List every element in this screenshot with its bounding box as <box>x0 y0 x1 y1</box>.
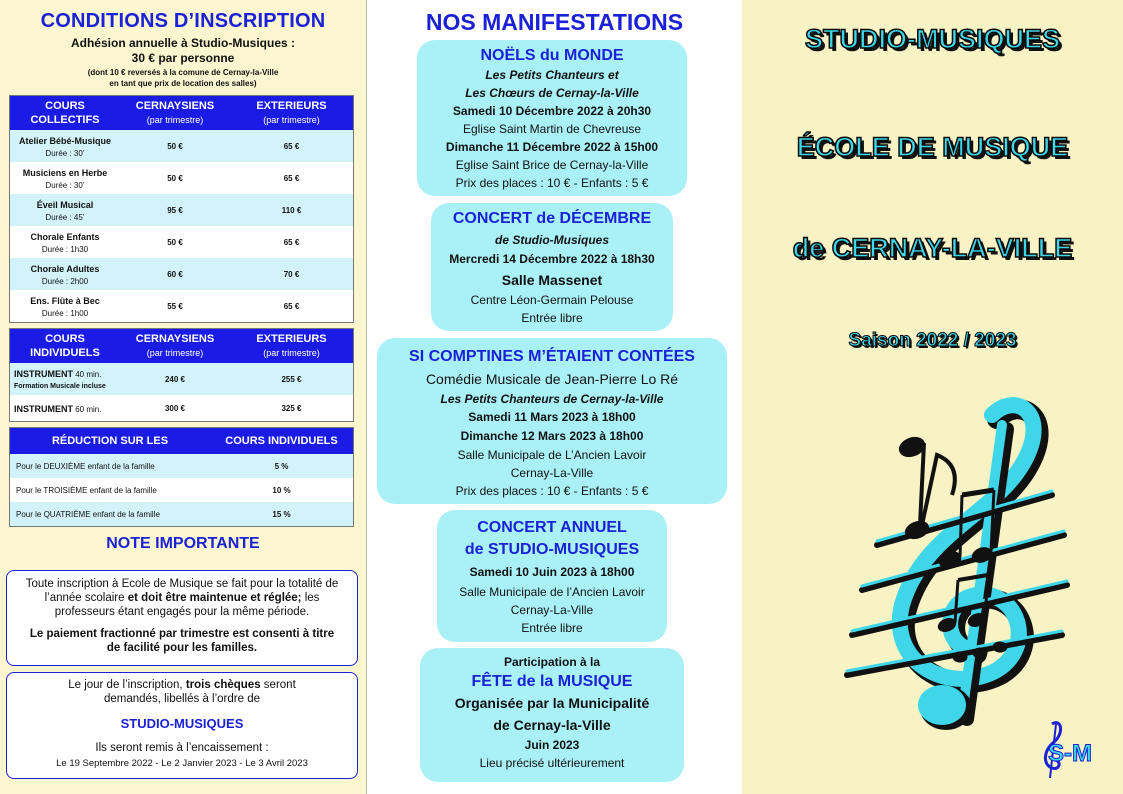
conditions-title: CONDITIONS D’INSCRIPTION <box>40 10 326 32</box>
event-title: FÊTE de la MUSIQUE <box>471 673 633 690</box>
events-title: NOS MANIFESTATIONS <box>425 9 684 35</box>
event-date: Samedi 10 Décembre 2022 à 20h30 <box>452 104 652 118</box>
event-line: de Cernay-la-Ville <box>493 717 611 733</box>
event-venue: Cernay-La-Ville <box>510 603 594 617</box>
cover-panel <box>742 0 1123 794</box>
col-header-cernaysiens: CERNAYSIENS (par trimestre) <box>120 96 230 130</box>
table-row: Pour le TROISIÈME enfant de la famille 10 % <box>10 478 353 502</box>
table-row: Chorale Enfants Durée : 1h30 50 € 65 € <box>10 226 353 258</box>
event-concert-annuel <box>437 510 667 642</box>
event-noels <box>417 40 687 196</box>
adhesion-price: 30 € par personne <box>131 51 235 65</box>
note-paragraph: Toute inscription à Ecole de Musique se fait pour la totalité de l’année scolaire et doit être maintenue et réglée; les professeurs étant engagés pour la même période. <box>25 578 339 618</box>
logo-text: S-M <box>1048 740 1092 767</box>
event-price: Prix des places : 10 € - Enfants : 5 € <box>455 484 649 498</box>
table-row: Pour le QUATRIÈME enfant de la famille 15 % <box>10 502 353 526</box>
event-line: Les Chœurs de Cernay-la-Ville <box>465 86 639 100</box>
ind-header-cernaysiens: CERNAYSIENS (par trimestre) <box>120 329 230 363</box>
conditions-panel <box>0 0 366 794</box>
event-line: de Studio-Musiques <box>495 233 609 247</box>
adhesion-line: Adhésion annuelle à Studio-Musiques : <box>70 36 295 50</box>
event-date: Dimanche 12 Mars 2023 à 18h00 <box>460 429 644 443</box>
cheques-text: Le jour de l’inscription, trois chèques seront demandés, libellés à l’ordre de <box>68 679 296 705</box>
event-date: Juin 2023 <box>524 738 580 752</box>
cheques-payee: STUDIO-MUSIQUES <box>120 716 244 731</box>
event-venue: Lieu précisé ultérieurement <box>479 756 625 770</box>
event-line: Participation à la <box>503 655 601 669</box>
event-line: Les Petits Chanteurs et <box>485 68 619 82</box>
collective-courses-table <box>9 95 354 323</box>
event-price: Prix des places : 10 € - Enfants : 5 € <box>455 176 649 190</box>
event-concert-decembre <box>431 203 673 331</box>
event-fete-musique <box>420 648 684 782</box>
event-line: Comédie Musicale de Jean-Pierre Lo Ré <box>425 371 679 387</box>
table-row: Éveil Musical Durée : 45’ 95 € 110 € <box>10 194 353 226</box>
individual-courses-table <box>9 328 354 422</box>
ind-header-courses: COURS INDIVIDUELS <box>10 329 120 363</box>
event-price: Entrée libre <box>521 621 583 635</box>
event-title: CONCERT ANNUEL <box>477 519 627 536</box>
treble-clef-notes-illustration <box>802 395 1122 765</box>
event-line: Organisée par la Municipalité <box>454 695 650 711</box>
event-venue: Cernay-La-Ville <box>510 466 594 480</box>
ind-header-exterieurs: EXTERIEURS (par trimestre) <box>230 329 353 363</box>
cover-title-cernay: de CERNAY-LA-VILLE <box>792 233 1073 263</box>
sm-logo <box>1038 720 1108 780</box>
adhesion-note-2: en tant que prix de location des salles) <box>109 79 257 88</box>
event-venue: Eglise Saint Brice de Cernay-la-Ville <box>455 158 649 172</box>
table-row: Ens. Flûte à Bec Durée : 1h00 55 € 65 € <box>10 290 353 322</box>
adhesion-note: (dont 10 € reversés à la comune de Cernay-la-Ville <box>87 68 279 77</box>
event-line: Les Petits Chanteurs de Cernay-la-Ville <box>440 392 664 406</box>
note-title: NOTE IMPORTANTE <box>106 535 260 552</box>
treble-clef-icon <box>900 405 1039 730</box>
event-venue: Salle Municipale de l’Ancien Lavoir <box>459 585 645 599</box>
event-title-2: de STUDIO-MUSIQUES <box>464 541 640 558</box>
event-date: Dimanche 11 Décembre 2022 à 15h00 <box>445 140 659 154</box>
event-price: Entrée libre <box>521 311 583 325</box>
event-comptines <box>377 338 727 504</box>
reduction-header-2: COURS INDIVIDUELS <box>210 428 353 454</box>
table-row: INSTRUMENT 40 min. Formation Musicale incluse 240 € 255 € <box>10 363 353 395</box>
event-venue: Eglise Saint Martin de Chevreuse <box>462 122 642 136</box>
cheques-dates: Le 19 Septembre 2022 - Le 2 Janvier 2023 - Le 3 Avril 2023 <box>56 758 308 769</box>
event-date: Mercredi 14 Décembre 2022 à 18h30 <box>449 252 655 266</box>
cheques-collection: Ils seront remis à l’encaissement : <box>95 742 269 754</box>
table-row: INSTRUMENT 60 min. 300 € 325 € <box>10 395 353 421</box>
events-panel <box>366 0 742 794</box>
reduction-table <box>9 427 354 527</box>
table-row: Musiciens en Herbe Durée : 30’ 50 € 65 € <box>10 162 353 194</box>
event-date: Samedi 11 Mars 2023 à 18h00 <box>468 410 636 424</box>
event-title: NOËLS du MONDE <box>480 47 624 64</box>
event-title: SI COMPTINES M’ÉTAIENT CONTÉES <box>409 348 695 365</box>
note-payment: Le paiement fractionné par trimestre est consenti à titre de facilité pour les familles. <box>29 628 335 654</box>
col-header-courses: COURS COLLECTIFS <box>10 96 120 130</box>
event-title: CONCERT de DÉCEMBRE <box>452 210 652 227</box>
reduction-header: RÉDUCTION SUR LES <box>10 428 210 454</box>
table-row: Atelier Bébé-Musique Durée : 30’ 50 € 65 € <box>10 130 353 162</box>
event-venue: Salle Municipale de L’Ancien Lavoir <box>457 448 647 462</box>
table-row: Pour le DEUXIÈME enfant de la famille 5 % <box>10 454 353 478</box>
cover-title-studio: STUDIO-MUSIQUES <box>804 24 1060 54</box>
table-row: Chorale Adultes Durée : 2h00 60 € 70 € <box>10 258 353 290</box>
event-venue: Centre Léon-Germain Pelouse <box>470 293 634 307</box>
season-label: Saison 2022 / 2023 <box>848 330 1017 351</box>
cheques-box <box>6 672 358 779</box>
note-box <box>6 570 358 666</box>
event-date: Samedi 10 Juin 2023 à 18h00 <box>469 565 635 579</box>
cover-title-ecole: ÉCOLE DE MUSIQUE <box>796 132 1069 162</box>
event-venue: Salle Massenet <box>501 272 603 288</box>
col-header-exterieurs: EXTERIEURS (par trimestre) <box>230 96 353 130</box>
